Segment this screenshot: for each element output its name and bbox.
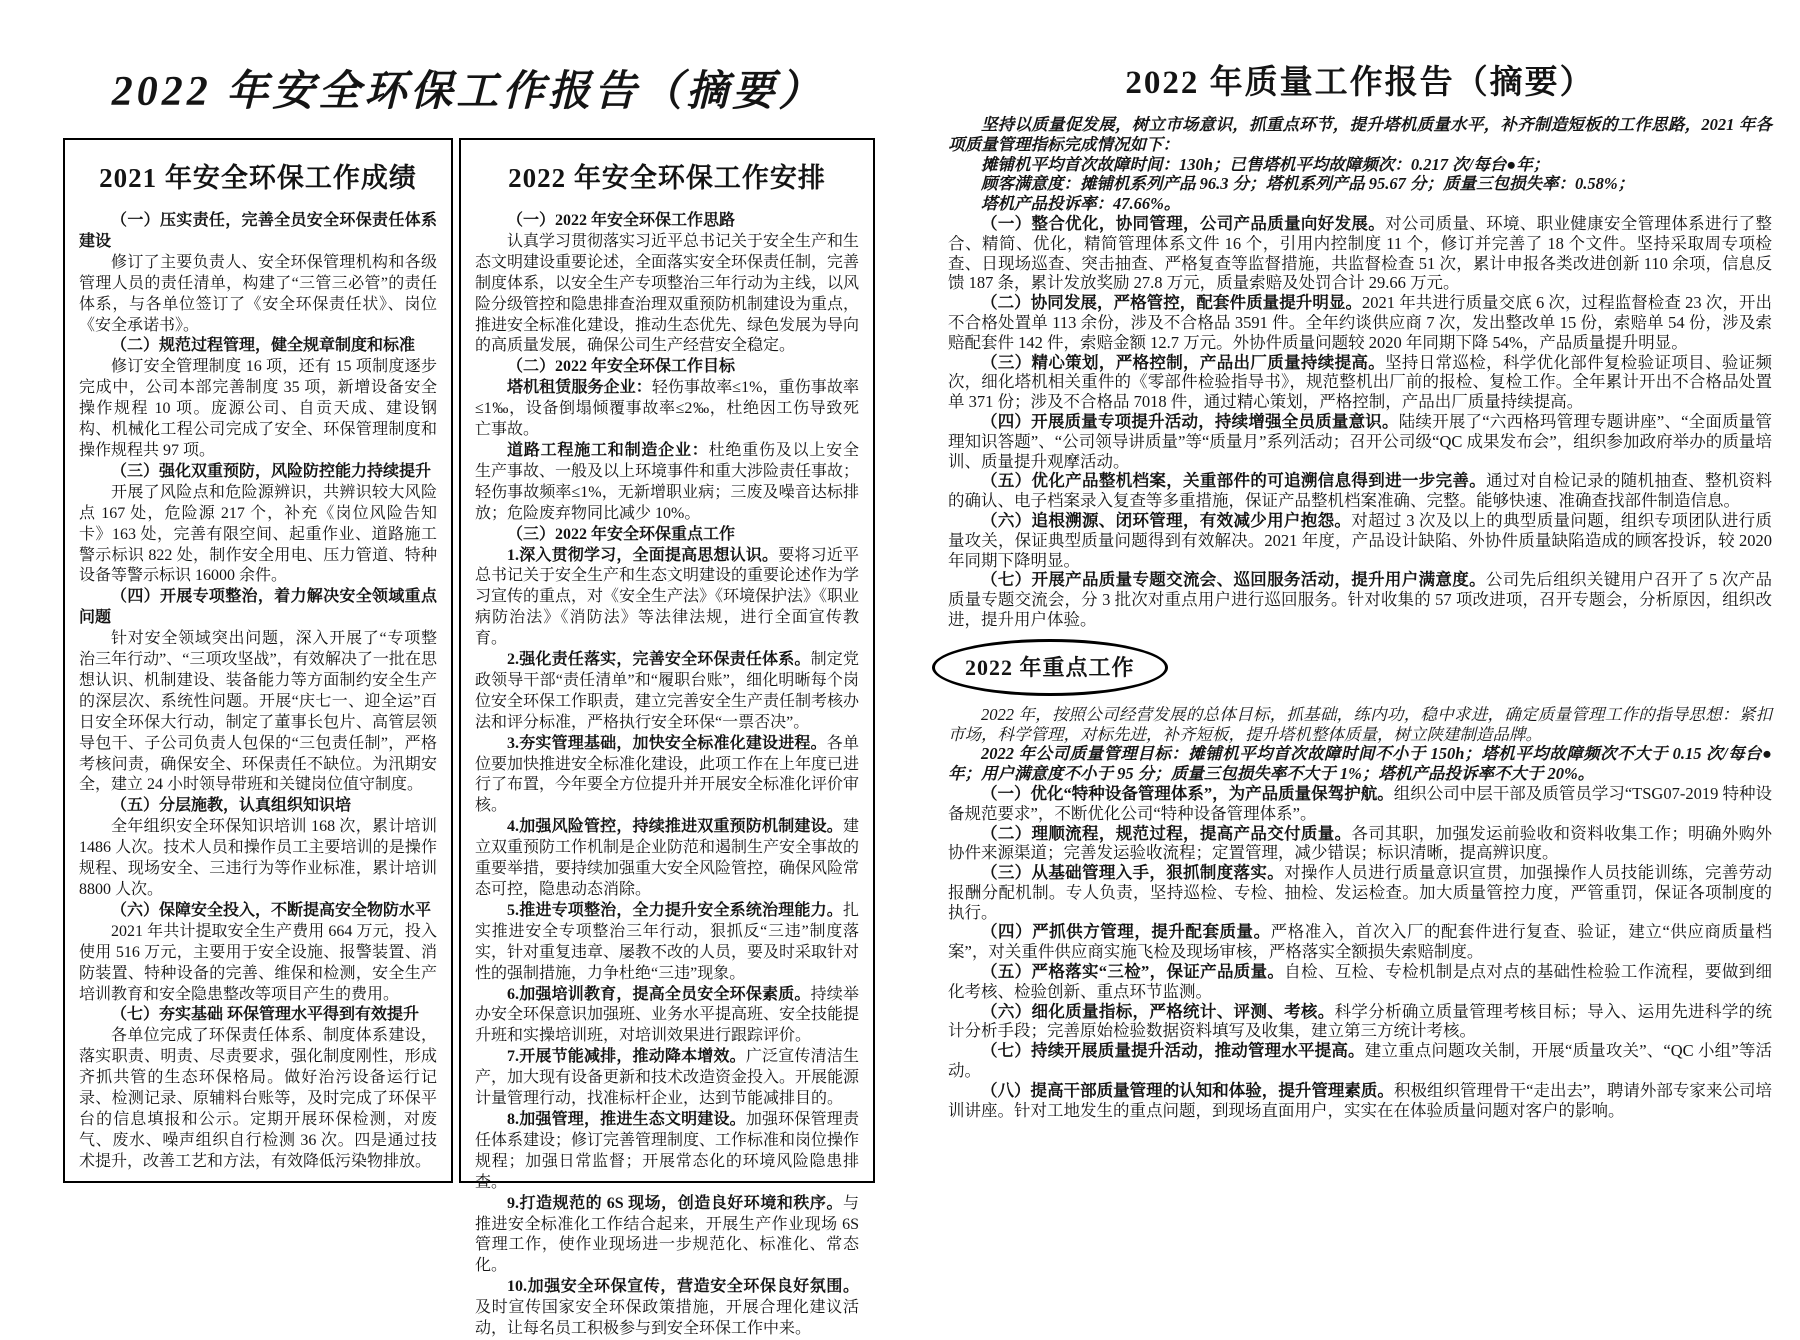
section-text: 公司先后组织关键用户召开了 5 次产品质量专题交流会，分 3 批次对重点用户进行巡回服务。针对收集的 57 项改进项，召开专题会，分析原因，组织改进，提升用户体验。 (948, 570, 1773, 629)
section-heading: （五）严格落实“三检”，保证产品质量。 (981, 962, 1285, 982)
paragraph (79, 462, 437, 483)
section-text: 自检、互检、专检机制是点对点的基础性检验工作流程，要做到细化考核、检验创新、重点环节监测。 (948, 962, 1773, 1001)
paragraph-heading: （三）强化双重预防，风险防控能力持续提升 (111, 462, 432, 480)
plan-2022-heading: 2022 年安全环保工作安排 (508, 163, 826, 193)
paragraph (475, 901, 859, 985)
paragraph-heading: 6.加强培训教育，提高全员安全环保素质。 (507, 985, 811, 1003)
section-heading: （一）优化“特种设备管理体系”，为产品质量保驾护航。 (981, 783, 1394, 803)
paragraph (79, 901, 437, 922)
paragraph-heading: 10.加强安全环保宣传，营造安全环保良好氛围。 (507, 1278, 859, 1296)
section-text: 对公司质量、环境、职业健康安全管理体系进行了整合、精简、优化，精简管理体系文件 16 个，引用内控制度 11 个，修订并完善了 18 个文件。坚持采取周专项检查、日现场巡查、突击抽查、严格复查等监督措施，共监督检查 51 次，累计申报各类改进创新 110 余项，信息反馈 187 条，累计发放奖励 27.8 万元，质量索赔及处罚合计 29.66 万元。 (948, 213, 1773, 293)
paragraph (79, 796, 437, 817)
section-paragraph (948, 1081, 1772, 1121)
section-heading: （三）从基础管理入手，狠抓制度落实。 (981, 863, 1285, 883)
paragraph (475, 817, 859, 901)
paragraph (79, 253, 437, 337)
paragraph-heading: 4.加强风险管控，持续推进双重预防机制建设。 (507, 818, 843, 836)
metric-line: 塔机产品投诉率：47.66%。 (981, 194, 1181, 214)
paragraph-heading: 1.深入贯彻学习，全面提高思想认识。 (507, 546, 779, 564)
section-heading: （七）开展产品质量专题交流会、巡回服务活动，提升用户满意度。 (981, 570, 1486, 590)
paragraph-heading: （二）2022 年安全环保工作目标 (507, 358, 736, 376)
paragraph-heading: 5.推进专项整治，全力提升安全系统治理能力。 (507, 901, 843, 919)
paragraph (475, 650, 859, 734)
section-heading: （八）提高干部质量管理的认知和体验，提升管理素质。 (981, 1080, 1394, 1100)
section-heading: （二）协同发展，严格管控，配套件质量提升明显。 (981, 293, 1363, 313)
paragraph-heading: 2.强化责任落实，完善安全环保责任体系。 (507, 651, 811, 669)
section-paragraph (948, 412, 1772, 471)
section-heading: （六）追根溯源、闭环管理，有效减少用户抱怨。 (981, 510, 1352, 530)
section-paragraph (948, 570, 1772, 629)
safety-report-title: 2022 年安全环保工作报告（摘要） (111, 69, 825, 115)
paragraph (475, 1110, 859, 1194)
paragraph-heading: （七）夯实基础 环保管理水平得到有效提升 (111, 1006, 420, 1024)
quality-intro: 坚持以质量促发展，树立市场意识，抓重点环节，提升塔机质量水平，补齐制造短板的工作思路，2021 年各项质量管理指标完成情况如下： (948, 115, 1772, 154)
section-heading: （七）持续开展质量提升活动，推动管理水平提高。 (981, 1041, 1365, 1061)
section-paragraph (948, 922, 1772, 962)
paragraph-heading: 9.打造规范的 6S 现场，创造良好环境和秩序。 (507, 1194, 843, 1212)
paragraph (475, 211, 859, 232)
section-paragraph (948, 1041, 1772, 1081)
section-text: 对超过 3 次及以上的典型质量问题，组织专项团队进行质量攻关，保证典型质量问题得到有效解决。2021 年度，产品设计缺陷、外协件质量缺陷造成的顾客投诉，较 2020 年同期下降明显。 (948, 510, 1773, 570)
section-paragraph (948, 293, 1772, 352)
quality-report-page (948, 56, 1772, 1120)
paragraph-heading: 3.夯实管理基础，加快安全标准化建设进程。 (507, 734, 827, 752)
paragraph (475, 546, 859, 651)
paragraph-text: 杜绝重伤及以上安全生产事故、一般及以上环境事件和重大涉险责任事故；轻伤事故频率≤1%，无新增职业病；三废及噪音达标排放；危险废弃物同比减少 10%。 (475, 441, 860, 522)
section-text: 坚持日常巡检，科学优化部件复检验证项目、验证频次，细化塔机相关重件的《零部件检验指导书》，规范整机出厂前的报检、复检工作。全年累计开出不合格品处置单 371 份；涉及不合格品 7018 件，通过精心策划，严格控制，产品出厂质量持续提高。 (948, 352, 1773, 412)
paragraph (79, 817, 437, 901)
paragraph-heading: （三）2022 年安全环保重点工作 (507, 525, 736, 543)
metric-line: 摊铺机平均首次故障时间：130h；已售塔机平均故障频次：0.217 次/每台●年； (981, 154, 1550, 174)
section-text: 通过对自检记录的随机抽查、整机资料的确认、电子档案录入复查等多重措施，保证产品整机档案准确、完整。能够快速、准确查找部件制造信息。 (948, 471, 1773, 511)
paragraph (475, 232, 859, 357)
paragraph-heading: （六）保障安全投入，不断提高安全物防水平 (111, 901, 432, 919)
section-text: 组织公司中层干部及质管员学习“TSG07-2019 特种设备规范要求”，不断优化公司“特种设备管理体系”。 (948, 783, 1772, 823)
paragraph-heading: （四）开展专项整治，着力解决安全领域重点问题 (79, 588, 437, 627)
paragraph-text: 加强环保管理责任体系建设；修订完善管理制度、工作标准和岗位操作规程；加强日常监督；开展常态化的环境风险隐患排查。 (475, 1110, 860, 1191)
paragraph-text: 修订安全管理制度 16 项，还有 15 项制度逐步完成中，公司本部完善制度 35 项，新增设备安全操作规程 10 项。庞源公司、自贡天成、建设钢构、机械化工程公司完成了安全、环保管理制度和操作规程共 97 项。 (79, 358, 437, 459)
section-paragraph (948, 824, 1772, 864)
paragraph (475, 525, 859, 546)
achievements-2021-body (79, 211, 437, 1173)
paragraph-text: 各单位完成了环保责任体系、制度体系建设，落实职责、明责、尽责要求，强化制度刚性，形成齐抓共管的生态环保格局。做好治污设备运行记录、检测记录、原辅料台账等，及时完成了环保平台的信息填报和公示。定期开展环保检测，对废气、废水、噪声组织自行检测 36 次。四是通过技术提升，改善工艺和方法，有效降低污染物排放。 (79, 1027, 437, 1170)
paragraph-text: 修订了主要负责人、安全环保管理机构和各级管理人员的责任清单，构建了“三管三必管”的责任体系，与各单位签订了《安全环保责任状》、岗位《安全承诺书》。 (79, 253, 437, 334)
paragraph (475, 1277, 859, 1340)
paragraph-text: 扎实推进安全专项整治三年行动，狠抓反“三违”制度落实，针对重复违章、屡教不改的人员，要及时采取针对性的强制措施，力争杜绝“三违”现象。 (475, 901, 860, 982)
paragraph-text: 建立双重预防工作机制是企业防范和遏制生产安全事故的重要举措，要持续加强重大安全风险管控，确保风险常态可控，隐患动态消除。 (475, 818, 860, 898)
paragraph-text: 轻伤事故率≤1%，重伤事故率≤1‰，设备倒塌倾覆事故率≤2‰，杜绝因工伤导致死亡事故。 (475, 379, 859, 439)
paragraph (475, 357, 859, 378)
section-text: 严格准入，首次入厂的配套件进行复查、验证，建立“供应商质量档案”，对关重件供应商实施飞检及现场审核，严格落实全额损失索赔制度。 (948, 922, 1773, 962)
section-paragraph (948, 511, 1772, 570)
paragraph-text: 全年组织安全环保知识培训 168 次，累计培训 1486 人次。技术人员和操作员工主要培训的是操作规程、现场安全、三违行为等作业标准，累计培训 8800 人次。 (79, 818, 437, 898)
paragraph-text: 各单位要加快推进安全标准化建设，此项工作在上年度已进行了布置，今年要全方位提升并开展安全标准化评价审核。 (475, 734, 860, 815)
section-heading: （四）开展质量专项提升活动，持续增强全员质量意识。 (981, 411, 1399, 431)
paragraph-text: 制定党政领导干部“责任清单”和“履职台账”，细化明晰每个岗位安全环保工作职责，建立完善安全生产责任制考核办法和评分标准，严格执行安全环保“一票否决”。 (475, 651, 860, 731)
section-text: 建立重点问题攻关制，开展“质量攻关”、“QC 小组”等活动。 (948, 1041, 1773, 1081)
section-paragraph (948, 214, 1772, 293)
paragraph-heading: （一）2022 年安全环保工作思路 (507, 212, 736, 229)
paragraph (79, 922, 437, 1006)
paragraph (79, 1026, 437, 1172)
paragraph-heading: （一）压实责任，完善全员安全环保责任体系建设 (79, 212, 437, 250)
paragraph-text: 2021 年共计提取安全生产费用 664 万元，投入使用 516 万元，主要用于安全设施、报警装置、消防装置、特种设备的完善、维保和检测，安全生产培训教育和安全隐患整改等项目产生的费用。 (79, 922, 437, 1003)
paragraph (475, 734, 859, 818)
paragraph-text: 持续举办安全环保意识加强班、业务水平提高班、安全技能提升班和实操培训班，对培训效果进行跟踪评价。 (475, 985, 860, 1045)
paragraph (79, 357, 437, 462)
section-text: 积极组织管理骨干“走出去”，聘请外部专家来公司培训讲座。针对工地发生的重点问题，到现场直面用户，实实在在体验质量问题对客户的影响。 (948, 1080, 1773, 1120)
section-heading: （二）理顺流程，规范过程，提高产品交付质量。 (981, 823, 1352, 843)
paragraph (475, 1194, 859, 1278)
paragraph-heading: 8.加强管理，推进生态文明建设。 (507, 1110, 746, 1128)
paragraph (475, 441, 859, 525)
paragraph-heading: 7.开展节能减排，推动降本增效。 (507, 1048, 746, 1066)
paragraph (79, 336, 437, 357)
paragraph (475, 1047, 859, 1110)
section-paragraph (948, 962, 1772, 1002)
section-paragraph (948, 863, 1772, 922)
section-text: 科学分析确立质量管理考核目标；导入、运用先进科学的统计分析手段；完善原始检验数据资料填写及收集，建立第三方统计考核。 (948, 1001, 1773, 1041)
paragraph-heading: （五）分层施教，认真组织知识培 (111, 797, 352, 815)
paragraph-text: 要将习近平总书记关于安全生产和生态文明建设的重要论述作为学习宣传的重点，对《安全生产法》《环境保护法》《职业病防治法》《消防法》等法律法规，进行全面宣传教育。 (475, 546, 860, 648)
paragraph (79, 211, 437, 253)
metric-line: 顾客满意度：摊铺机系列产品 96.3 分；塔机系列产品 95.67 分；质量三包损失率：0.58%； (981, 174, 1635, 194)
paragraph (79, 1005, 437, 1026)
paragraph (79, 483, 437, 588)
paragraph-text: 及时宣传国家安全环保政策措施，开展合理化建议活动，让每名员工积极参与到安全环保工作中来。 (475, 1299, 859, 1338)
paragraph-text: 广泛宣传清洁生产，加大现有设备更新和技术改造资金投入。开展能源计量管理行动，找准标杆企业，达到节能减排目的。 (475, 1048, 860, 1108)
paragraph (475, 985, 859, 1048)
keywork-oval-heading: 2022 年重点工作 (932, 639, 1168, 696)
paragraph-text: 针对安全领域突出问题，深入开展了“专项整治三年行动”、“三项攻坚战”，有效解决了一批在思想认识、机制建设、装备能力等方面制约安全生产的深层次、系统性问题。开展“庆七一、迎全运”百日安全环保大行动，制定了董事长包片、高管层领导包干、子公司负责人包保的“三包责任制”，严格考核问责，确保安全、环保责任不缺位。为汛期安全，建立 24 小时领导带班和关键岗位值守制度。 (79, 630, 437, 794)
section-heading: （六）细化质量指标，严格统计、评测、考核。 (981, 1001, 1335, 1021)
paragraph (475, 378, 859, 441)
section-paragraph (948, 471, 1772, 511)
section-heading: （五）优化产品整机档案，关重部件的可追溯信息得到进一步完善。 (981, 471, 1487, 491)
achievements-2021-box (63, 138, 453, 1183)
section-text: 陆续开展了“六西格玛管理专题讲座”、“全面质量管理知识答题”、“公司领导讲质量”等“质量月”系列活动；召开公司级“QC 成果发布会”，组织参加政府举办的质量培训、质量提升观摩活动。 (948, 411, 1772, 471)
section-heading: （四）严抓供方管理，提升配套质量。 (981, 922, 1271, 942)
paragraph (79, 587, 437, 629)
keywork-oval-row (932, 639, 1772, 696)
quality-sections-2022 (948, 784, 1772, 1121)
plan-2022-box (459, 138, 875, 1338)
achievements-2021-heading: 2021 年安全环保工作成绩 (99, 163, 417, 193)
section-paragraph (948, 784, 1772, 824)
quality-sections-2021 (948, 214, 1772, 630)
section-text: 各司其职，加强发运前验收和资料收集工作；明确外购外协件来源渠道；完善发运验收流程；定置管理，减少错误；标识清晰，提高辨识度。 (948, 823, 1773, 863)
paragraph-text: 认真学习贯彻落实习近平总书记关于安全生产和生态文明建设重要论述，全面落实安全环保责任制，完善制度体系，以安全生产专项整治三年行动为主线，以风险分级管控和隐患排查治理双重预防机制建设为重点，推进安全标准化建设，推动生态优先、绿色发展为导向的高质量发展，确保公司生产经营安全稳定。 (475, 232, 860, 355)
keywork-intro: 2022 年，按照公司经营发展的总体目标，抓基础，练内功，稳中求进，确定质量管理工作的指导思想：紧扣市场，科学管理，对标先进，补齐短板，提升塔机整体质量，树立陕建制造品牌。 (948, 704, 1772, 744)
paragraph-text: 开展了风险点和危险源辨识，共辨识较大风险点 167 处，危险源 217 个，补充《岗位风险告知卡》163 处，完善有限空间、起重作业、道路施工警示标识 822 处，制作安全用电、压力管道、特种设备等警示标识 16000 余件。 (79, 483, 437, 585)
section-paragraph (948, 353, 1772, 412)
paragraph-heading: 道路工程施工和制造企业： (507, 441, 709, 459)
paragraph-heading: （二）规范过程管理，健全规章制度和标准 (111, 337, 416, 355)
section-heading: （三）精心策划，严格控制，产品出厂质量持续提高。 (981, 352, 1386, 372)
quality-report-title: 2022 年质量工作报告（摘要） (1125, 65, 1595, 101)
quality-metrics (948, 155, 1772, 214)
section-text: 对操作人员进行质量意识宣贯，加强操作人员技能训练，完善劳动报酬分配机制。专人负责，坚持巡检、专检、抽检、发运检查。加大质量管控力度，严管重罚，保证各项制度的执行。 (948, 863, 1773, 922)
section-paragraph (948, 1002, 1772, 1042)
paragraph (79, 629, 437, 796)
plan-2022-body (475, 211, 859, 1340)
paragraph-text: 与推进安全标准化工作结合起来，开展生产作业现场 6S 管理工作，使作业现场进一步规范化、标准化、常态化。 (475, 1194, 859, 1275)
section-text: 2021 年共进行质量交底 6 次，过程监督检查 23 次，开出不合格处置单 113 余份，涉及不合格品 3591 件。全年约谈供应商 7 次，发出整改单 15 份，索赔单 54 份，涉及索赔配套件 142 件，索赔金额 12.7 万元。外协件质量问题较 2020 年同期下降 54%，产品质量提升明显。 (948, 293, 1773, 352)
section-heading: （一）整合优化，协同管理，公司产品质量向好发展。 (981, 213, 1386, 233)
keywork-goals: 2022 年公司质量管理目标：摊铺机平均首次故障时间不小于 150h；塔机平均故障频次不大于 0.15 次/每台●年；用户满意度不小于 95 分；质量三包损失率不大于 1%；塔机产品投诉率不大于 20%。 (948, 744, 1772, 784)
paragraph-heading: 塔机租赁服务企业： (507, 379, 652, 397)
